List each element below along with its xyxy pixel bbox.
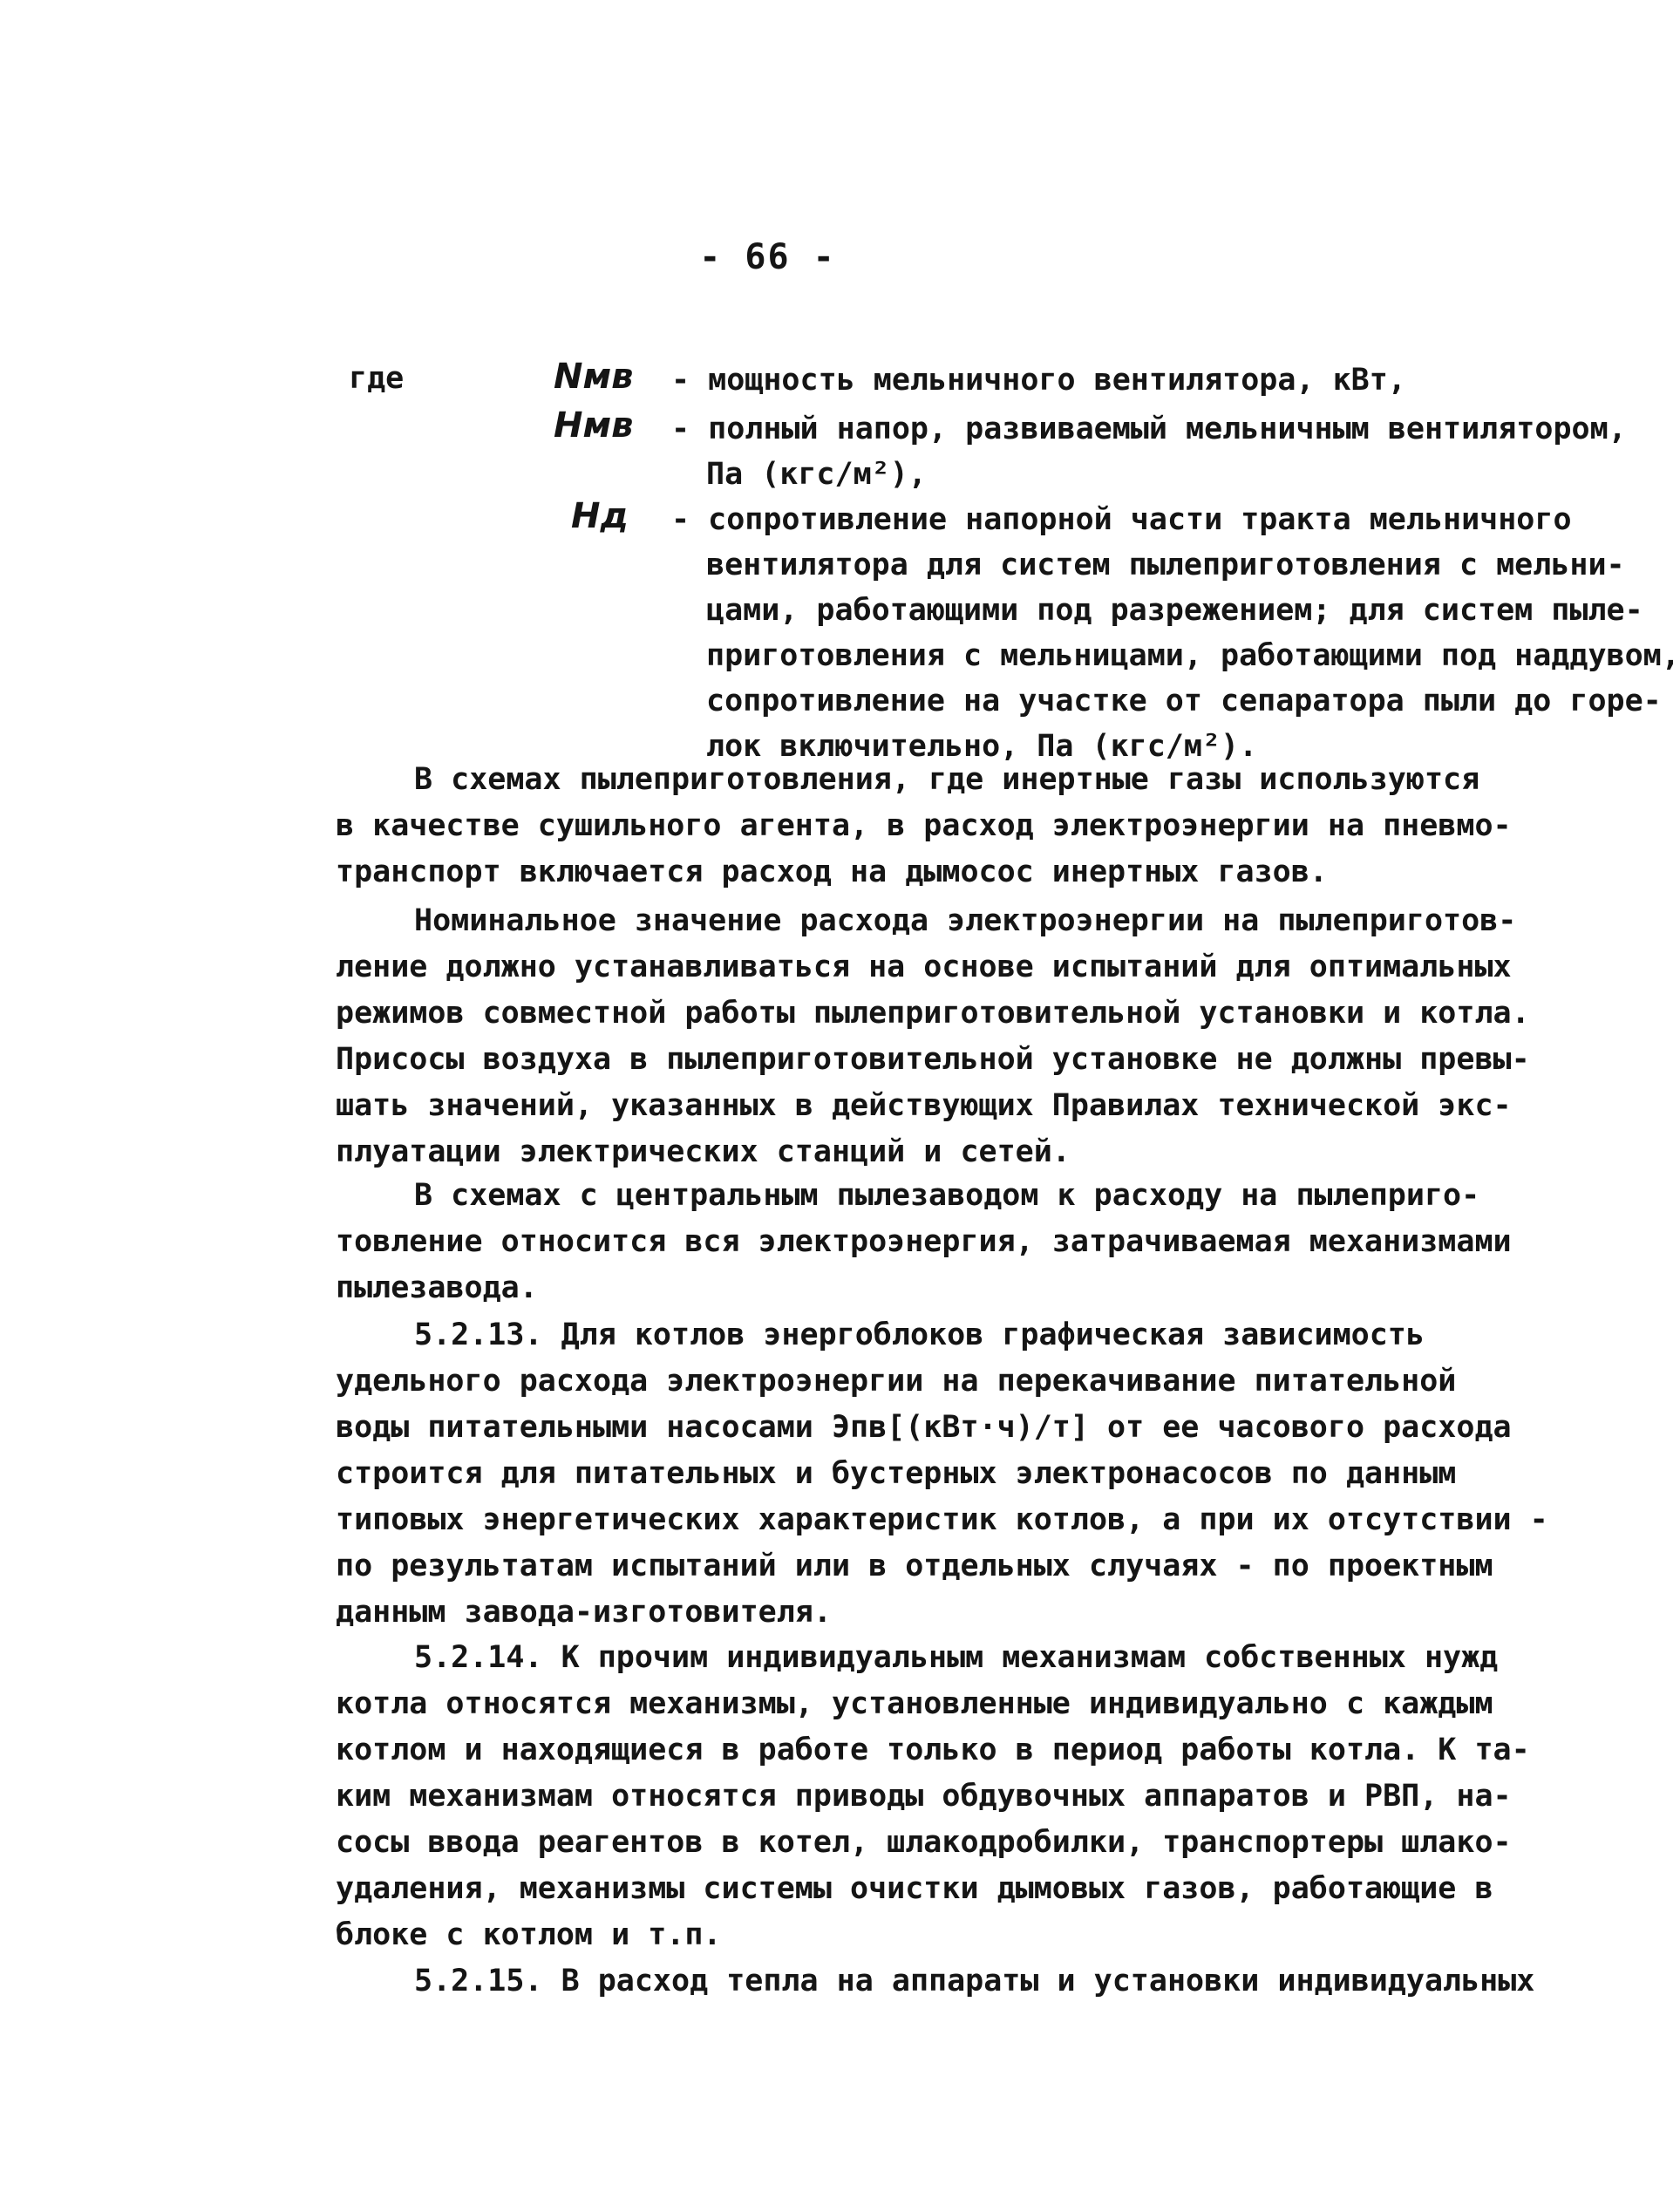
paragraph-line: 5.2.15. В расход тепла на аппараты и установки индивидуальных — [414, 1964, 1535, 1998]
paragraph-5-2-15 — [336, 1958, 1535, 2005]
paragraph-nominal-value — [336, 898, 1530, 1175]
definition-line: сопротивление на участке от сепаратора пыли до горе- — [706, 684, 1662, 718]
paragraph-line: удаления, механизмы системы очистки дымовых газов, работающие в — [336, 1871, 1493, 1906]
paragraph-line: Присосы воздуха в пылеприготовительной установке не должны превы- — [336, 1042, 1530, 1077]
definition-line: - мощность мельничного вентилятора, кВт, — [671, 363, 1406, 398]
paragraph-inert-gases — [336, 757, 1512, 895]
paragraph-line: транспорт включается расход на дымосос инертных газов. — [336, 854, 1328, 889]
page-number: - 66 - — [699, 237, 836, 277]
definition-line: Па (кгс/м²), — [706, 457, 927, 492]
paragraph-line: блоке с котлом и т.п. — [336, 1917, 722, 1952]
paragraph-central-plant — [336, 1173, 1512, 1311]
paragraph-line: плуатации электрических станций и сетей. — [336, 1134, 1071, 1169]
paragraph-line: ким механизмам относятся приводы обдувочных аппаратов и РВП, на- — [336, 1779, 1512, 1814]
paragraph-line: 5.2.14. К прочим индивидуальным механизмам собственных нужд — [414, 1640, 1499, 1675]
paragraph-line: котла относятся механизмы, установленные индивидуально с каждым — [336, 1686, 1493, 1721]
paragraph-line: типовых энергетических характеристик котлов, а при их отсутствии - — [336, 1502, 1548, 1537]
paragraph-line: данным завода-изготовителя. — [336, 1595, 832, 1630]
paragraph-line: товление относится вся электроэнергия, затрачиваемая механизмами — [336, 1224, 1512, 1259]
paragraph-line: В схемах с центральным пылезаводом к расходу на пылеприго- — [414, 1178, 1480, 1213]
definition-line: - полный напор, развиваемый мельничным вентилятором, — [671, 412, 1627, 446]
paragraph-line: по результатам испытаний или в отдельных случаях - по проектным — [336, 1549, 1493, 1583]
paragraph-line: строится для питательных и бустерных электронасосов по данным — [336, 1456, 1457, 1491]
symbol-h-d: Hд — [571, 496, 629, 536]
definition-text — [671, 357, 1406, 403]
paragraph-line: котлом и находящиеся в работе только в период работы котла. К та- — [336, 1733, 1530, 1767]
definition-line: вентилятора для систем пылеприготовления с мельни- — [706, 548, 1625, 582]
definition-text — [671, 406, 1627, 497]
symbol-n-mv: Nмв — [554, 357, 634, 397]
paragraph-line: воды питательными насосами Эпв[(кВт·ч)/т] от ее часового расхода — [336, 1410, 1512, 1445]
definition-line: лок включительно, Па (кгс/м²). — [706, 729, 1258, 764]
definition-line: цами, работающими под разрежением; для систем пыле- — [706, 593, 1643, 628]
paragraph-line: режимов совместной работы пылеприготовительной установки и котла. — [336, 996, 1530, 1031]
paragraph-line: В схемах пылеприготовления, где инертные газы используются — [414, 762, 1480, 797]
definition-line: - сопротивление напорной части тракта мельничного — [671, 502, 1572, 537]
paragraph-line: шать значений, указанных в действующих Правилах технической экс- — [336, 1088, 1512, 1123]
paragraph-line: сосы ввода реагентов в котел, шлакодробилки, транспортеры шлако- — [336, 1825, 1512, 1860]
paragraph-line: ление должно устанавливаться на основе испытаний для оптимальных — [336, 950, 1512, 984]
symbol-h-mv: Hмв — [554, 405, 634, 446]
paragraph-line: пылезавода. — [336, 1270, 538, 1305]
where-label: где — [349, 361, 405, 396]
paragraph-line: Номинальное значение расхода электроэнергии на пылеприготов- — [414, 903, 1517, 938]
paragraph-line: удельного расхода электроэнергии на перекачивание питательной — [336, 1364, 1457, 1399]
definition-line: приготовления с мельницами, работающими под наддувом, — [706, 638, 1680, 673]
paragraph-5-2-13 — [336, 1312, 1548, 1636]
paragraph-5-2-14 — [336, 1635, 1530, 1958]
paragraph-line: в качестве сушильного агента, в расход электроэнергии на пневмо- — [336, 808, 1512, 843]
paragraph-line: 5.2.13. Для котлов энергоблоков графическая зависимость — [414, 1317, 1425, 1352]
definition-text — [671, 497, 1680, 769]
